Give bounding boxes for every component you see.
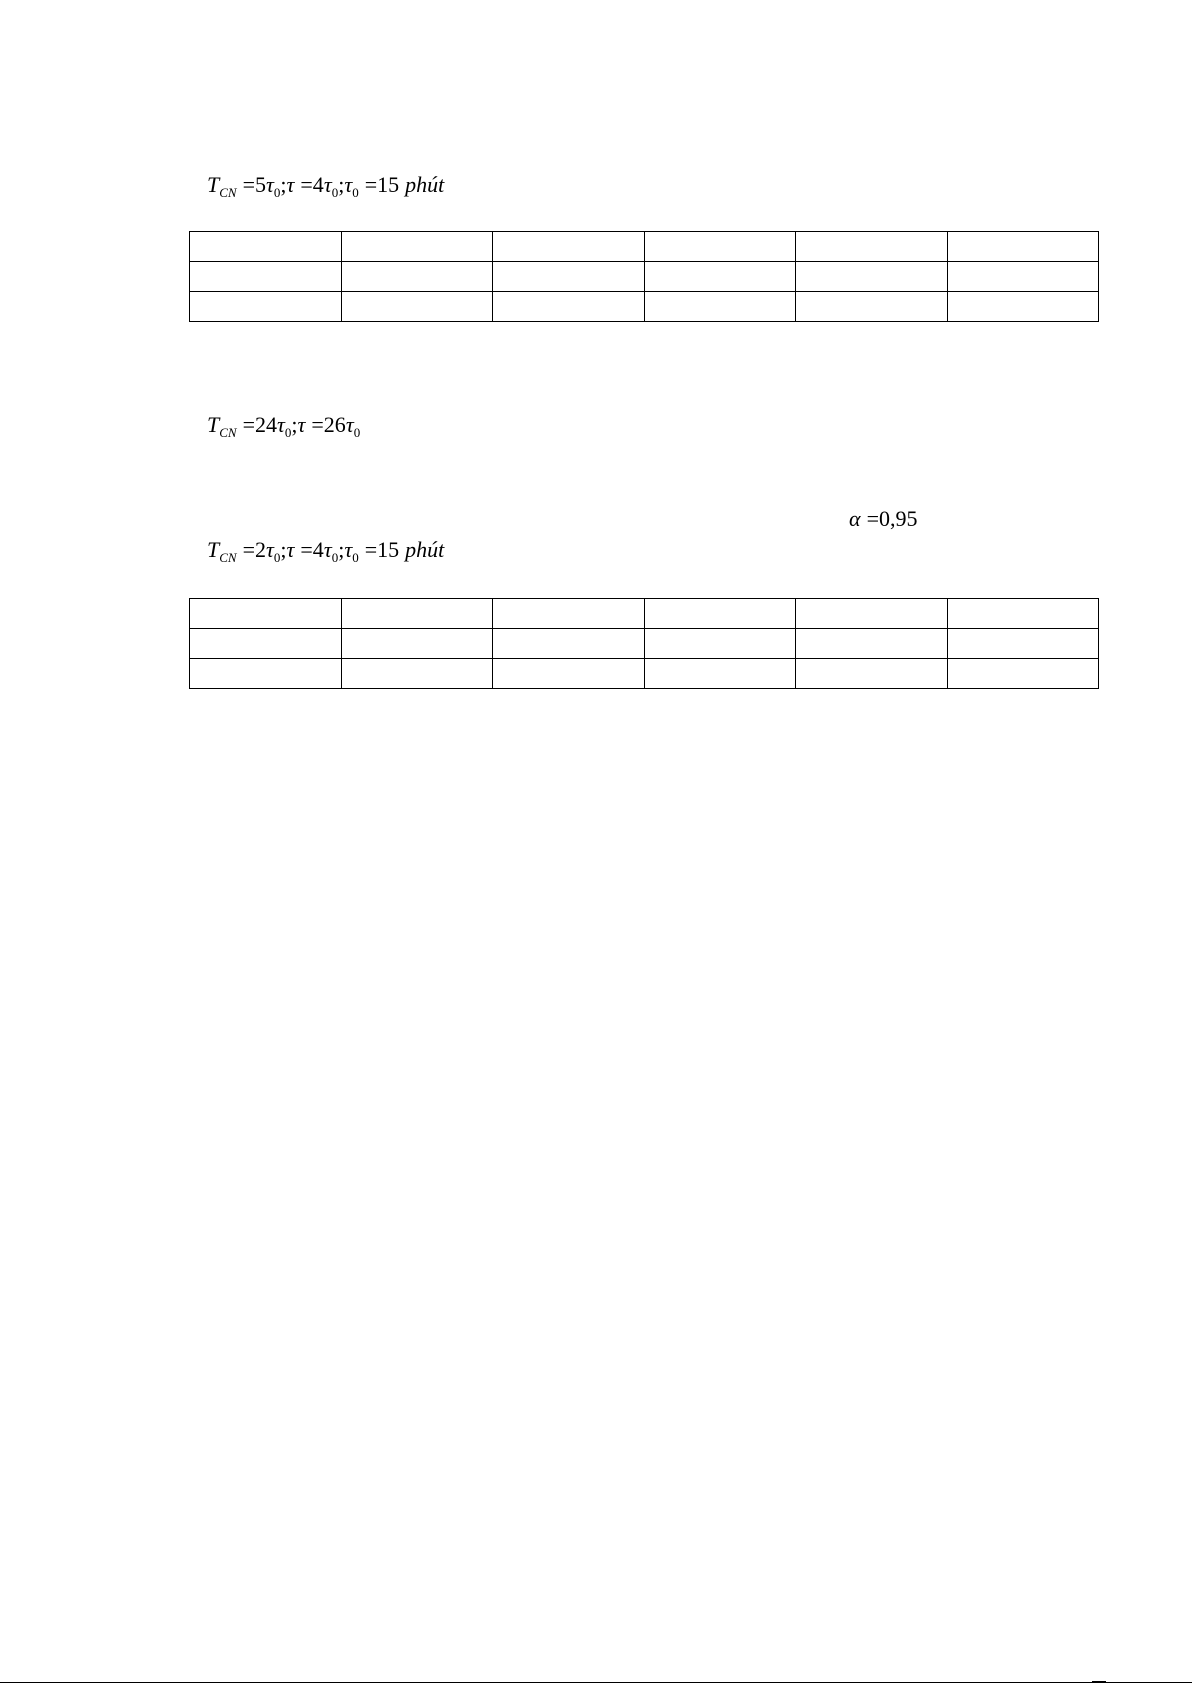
table-cell bbox=[796, 629, 948, 659]
table-cell bbox=[947, 262, 1099, 292]
equals-value: =26 bbox=[311, 412, 346, 437]
formula-tcn-2tau bbox=[207, 537, 445, 565]
table-row bbox=[190, 599, 1099, 629]
table-cell bbox=[190, 292, 342, 322]
subscript-cn: CN bbox=[219, 185, 237, 200]
table-cell bbox=[644, 292, 796, 322]
symbol-tau: τ bbox=[344, 537, 353, 562]
symbol-t: T bbox=[207, 172, 220, 197]
subscript-zero: 0 bbox=[331, 550, 339, 565]
symbol-tau: τ bbox=[297, 412, 306, 437]
unit-minutes: phút bbox=[405, 537, 445, 562]
symbol-tau: τ bbox=[286, 537, 295, 562]
subscript-zero: 0 bbox=[331, 185, 339, 200]
table-cell bbox=[190, 659, 342, 689]
table-cell bbox=[796, 292, 948, 322]
table-cell bbox=[644, 232, 796, 262]
symbol-alpha: α bbox=[849, 506, 861, 531]
symbol-tau: τ bbox=[286, 172, 295, 197]
symbol-t: T bbox=[207, 537, 220, 562]
equals-value: =4 bbox=[300, 172, 324, 197]
unit-minutes: phút bbox=[405, 172, 445, 197]
separator: ; bbox=[280, 537, 287, 562]
formula-tcn-24tau bbox=[207, 412, 361, 440]
table-cell bbox=[644, 599, 796, 629]
table-cell bbox=[796, 262, 948, 292]
separator: ; bbox=[291, 412, 298, 437]
subscript-zero: 0 bbox=[352, 185, 359, 200]
table-row bbox=[190, 629, 1099, 659]
table-cell bbox=[341, 232, 493, 262]
table-cell bbox=[947, 292, 1099, 322]
subscript-cn: CN bbox=[219, 550, 237, 565]
table-cell bbox=[796, 599, 948, 629]
table-cell bbox=[493, 292, 645, 322]
symbol-tau: τ bbox=[345, 412, 354, 437]
empty-table-1 bbox=[189, 231, 1099, 322]
table-cell bbox=[644, 659, 796, 689]
table-cell bbox=[947, 659, 1099, 689]
symbol-tau: τ bbox=[323, 537, 332, 562]
symbol-tau: τ bbox=[266, 172, 274, 197]
table-cell bbox=[341, 262, 493, 292]
table-cell bbox=[190, 629, 342, 659]
empty-table-2 bbox=[189, 598, 1099, 689]
equals-value: =24 bbox=[242, 412, 278, 437]
table-cell bbox=[190, 262, 342, 292]
subscript-zero: 0 bbox=[352, 550, 359, 565]
equals-value: =15 bbox=[364, 172, 400, 197]
equals-value: =5 bbox=[242, 172, 267, 197]
table-cell bbox=[341, 599, 493, 629]
table-cell bbox=[947, 599, 1099, 629]
table-cell bbox=[493, 262, 645, 292]
table-cell bbox=[341, 292, 493, 322]
table-cell bbox=[190, 599, 342, 629]
equals-value: =2 bbox=[242, 537, 267, 562]
table-cell bbox=[796, 659, 948, 689]
table-cell bbox=[493, 629, 645, 659]
footer-rule bbox=[0, 1682, 1192, 1683]
symbol-tau: τ bbox=[266, 537, 274, 562]
subscript-cn: CN bbox=[219, 425, 237, 440]
symbol-t: T bbox=[207, 412, 220, 437]
separator: ; bbox=[338, 172, 345, 197]
subscript-zero: 0 bbox=[273, 185, 281, 200]
table-cell bbox=[493, 599, 645, 629]
table-cell bbox=[341, 659, 493, 689]
table-cell bbox=[947, 629, 1099, 659]
table-cell bbox=[190, 232, 342, 262]
table-cell bbox=[644, 629, 796, 659]
table-cell bbox=[644, 262, 796, 292]
footer-mark bbox=[1092, 1681, 1106, 1683]
separator: ; bbox=[280, 172, 287, 197]
subscript-zero: 0 bbox=[273, 550, 281, 565]
table-row bbox=[190, 292, 1099, 322]
separator: ; bbox=[338, 537, 345, 562]
formula-tcn-5tau bbox=[207, 172, 445, 200]
table-cell bbox=[493, 232, 645, 262]
formula-alpha bbox=[849, 508, 917, 530]
symbol-tau: τ bbox=[277, 412, 285, 437]
subscript-zero: 0 bbox=[353, 425, 361, 440]
table-cell bbox=[341, 629, 493, 659]
equals-value: =15 bbox=[364, 537, 400, 562]
symbol-tau: τ bbox=[323, 172, 332, 197]
table-cell bbox=[947, 232, 1099, 262]
table-cell bbox=[796, 232, 948, 262]
subscript-zero: 0 bbox=[284, 425, 292, 440]
table-row bbox=[190, 232, 1099, 262]
equals-value: =4 bbox=[300, 537, 324, 562]
symbol-tau: τ bbox=[344, 172, 353, 197]
table-cell bbox=[493, 659, 645, 689]
equals-value: =0,95 bbox=[866, 506, 918, 531]
table-row bbox=[190, 659, 1099, 689]
table-row bbox=[190, 262, 1099, 292]
